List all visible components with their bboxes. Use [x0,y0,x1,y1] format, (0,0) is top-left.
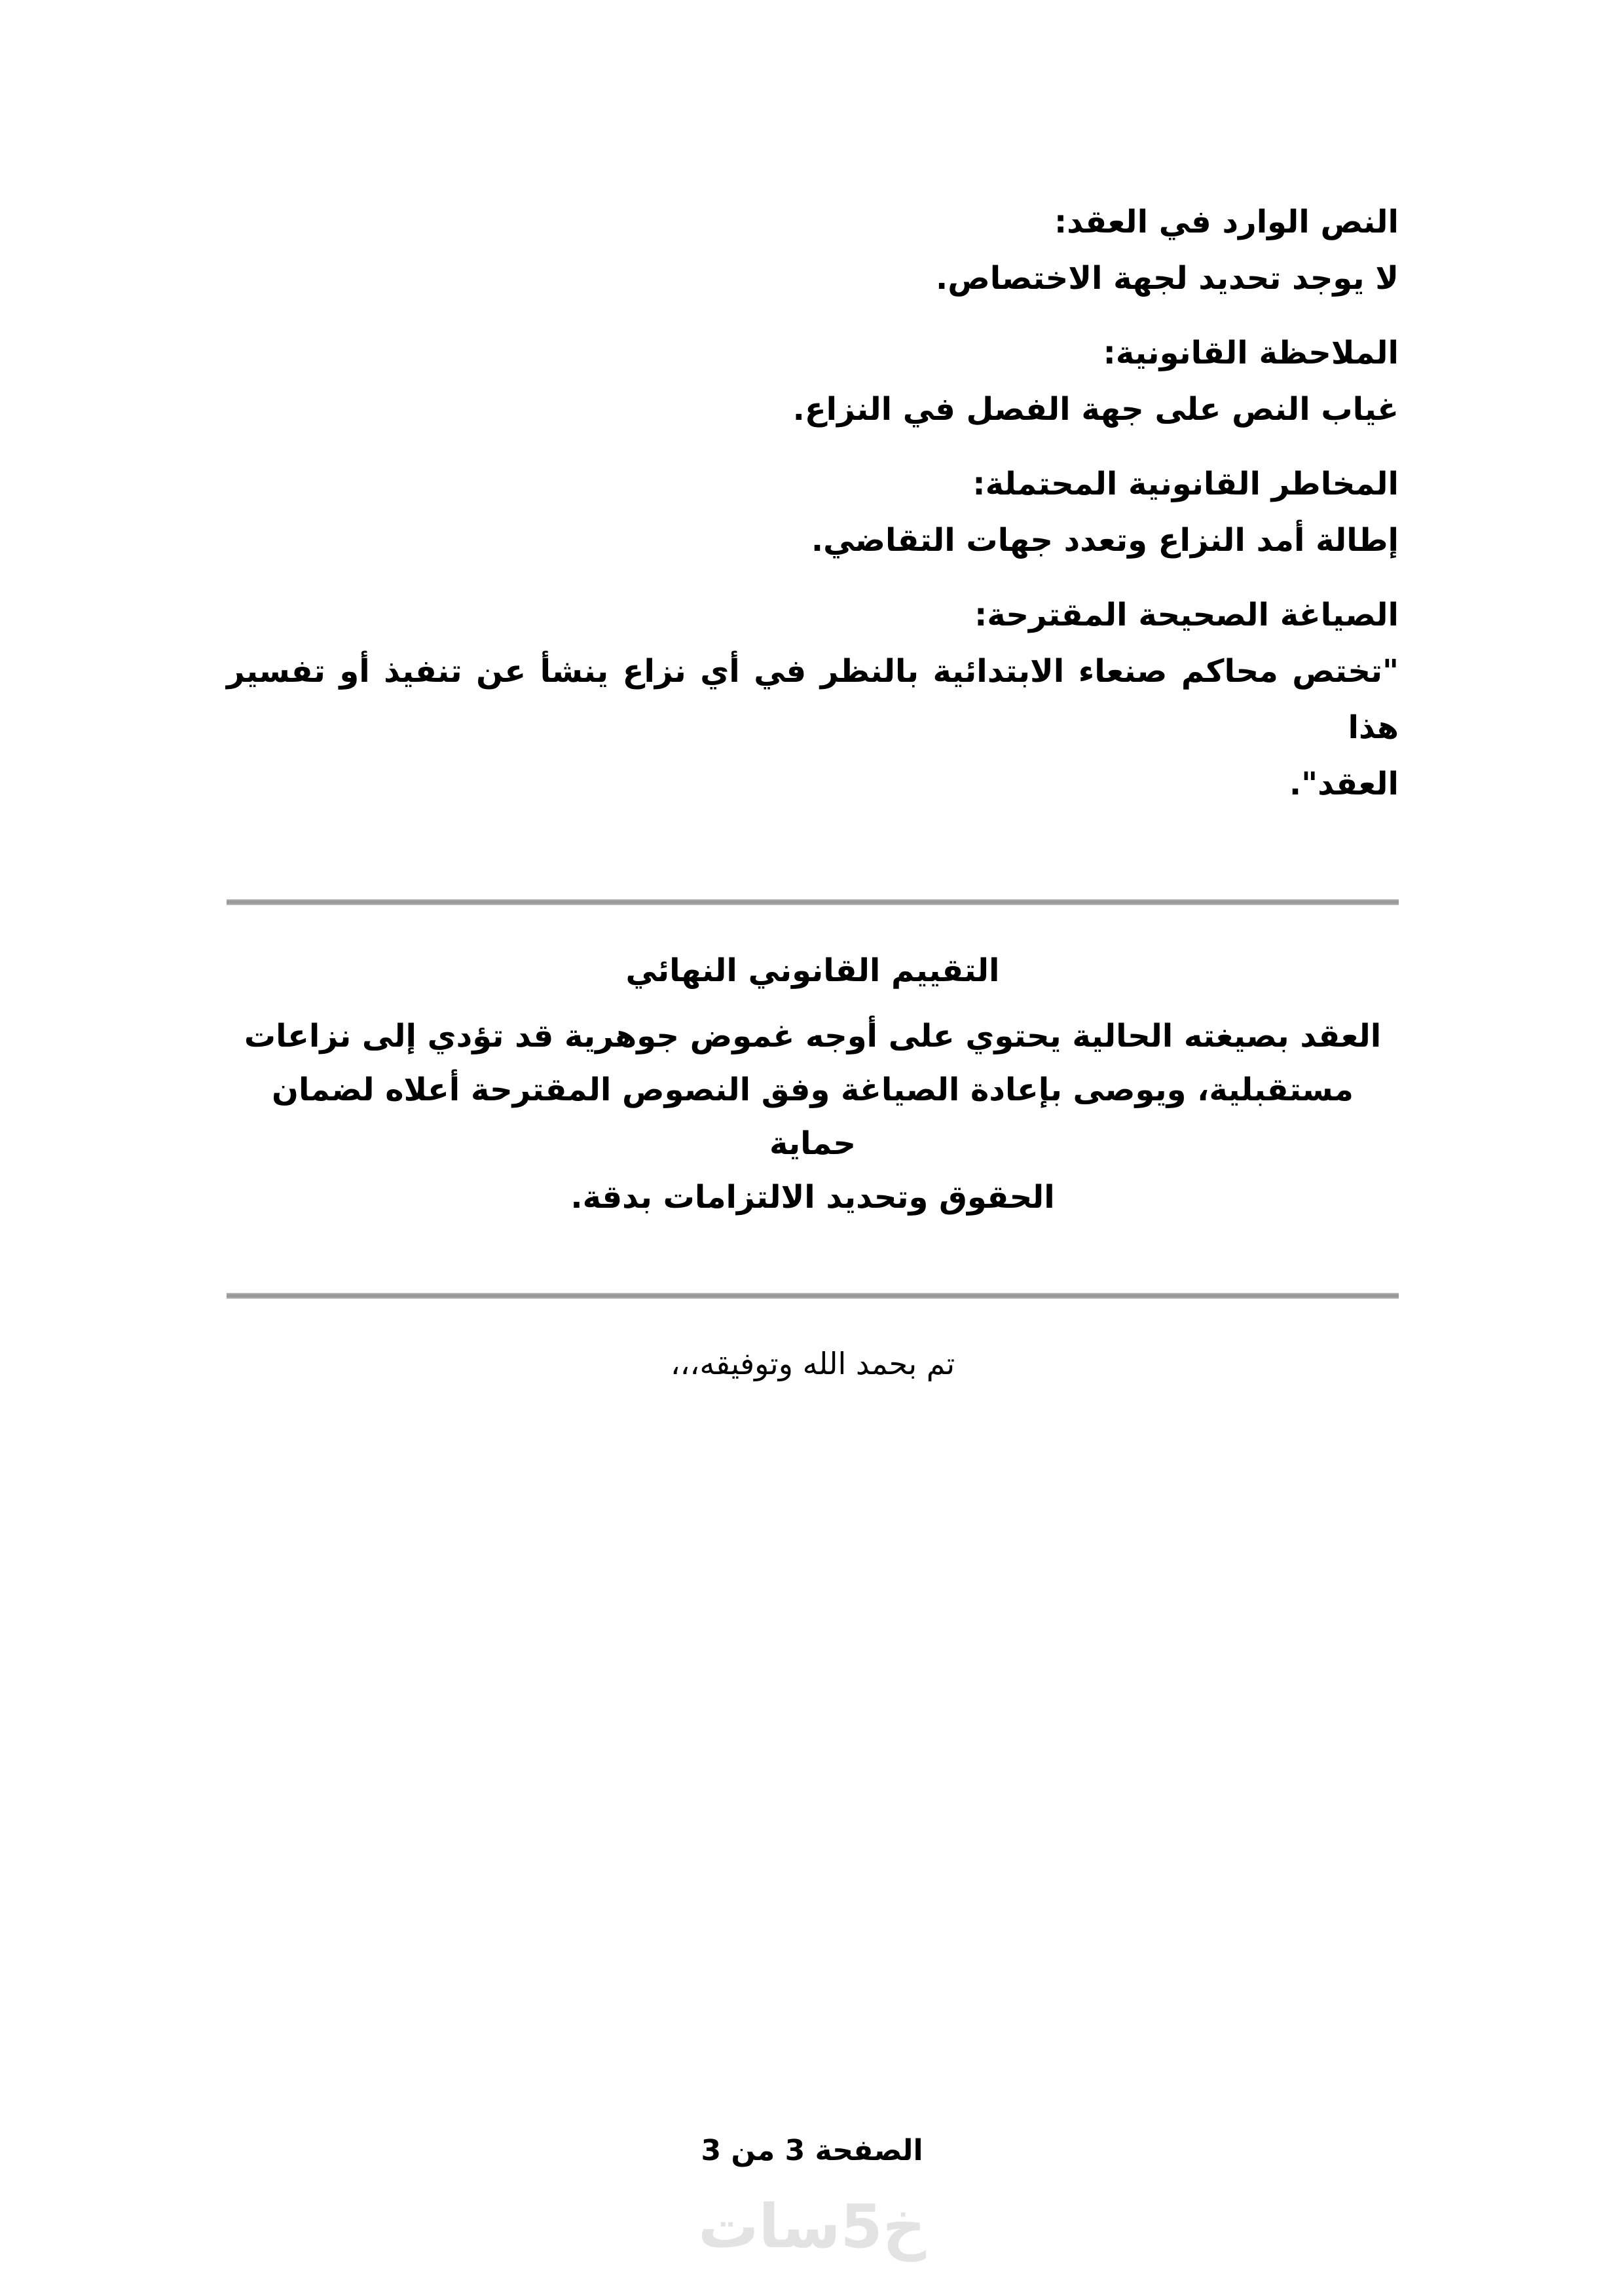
khamsat-logo-watermark: خ5سات [698,2192,926,2262]
legal-risks-section [227,456,1399,569]
final-assessment-title: التقييم القانوني النهائي [625,952,1000,989]
section-heading: النص الوارد في العقد: [1054,204,1399,240]
section-body: إطالة أمد النزاع وتعدد جهات التقاضي. [811,522,1399,559]
section-heading: الصياغة الصحيحة المقترحة: [974,597,1399,633]
section-body: غياب النص على جهة الفصل في النزاع. [792,391,1399,428]
closing-line: تم بحمد الله وتوفيقه،،، [670,1346,955,1381]
final-assessment-body: العقد بصيغته الحالية يحتوي على أوجه غموض جوهرية قد تؤدي إلى نزاعات مستقبلية، ويوصى بإعادة الصياغة وفق النصوص المقترحة أعلاه لضمان حماية الحقوق وتحديد الالتزامات بدقة. [244,1018,1382,1216]
legal-note-section [227,325,1399,438]
contract-text-section [227,194,1399,307]
page-number: الصفحة 3 من 3 [701,2134,923,2167]
section-heading: الملاحظة القانونية: [1103,335,1399,371]
horizontal-rule [227,1293,1399,1299]
proposed-wording-section [227,587,1399,812]
section-heading: المخاطر القانونية المحتملة: [972,466,1399,502]
horizontal-rule [227,899,1399,905]
proposed-wording-quote: "تختص محاكم صنعاء الابتدائية بالنظر في أي نزاع ينشأ عن تنفيذ أو تفسير هذا العقد". [227,653,1399,802]
section-body: لا يوجد تحديد لجهة الاختصاص. [935,260,1399,297]
